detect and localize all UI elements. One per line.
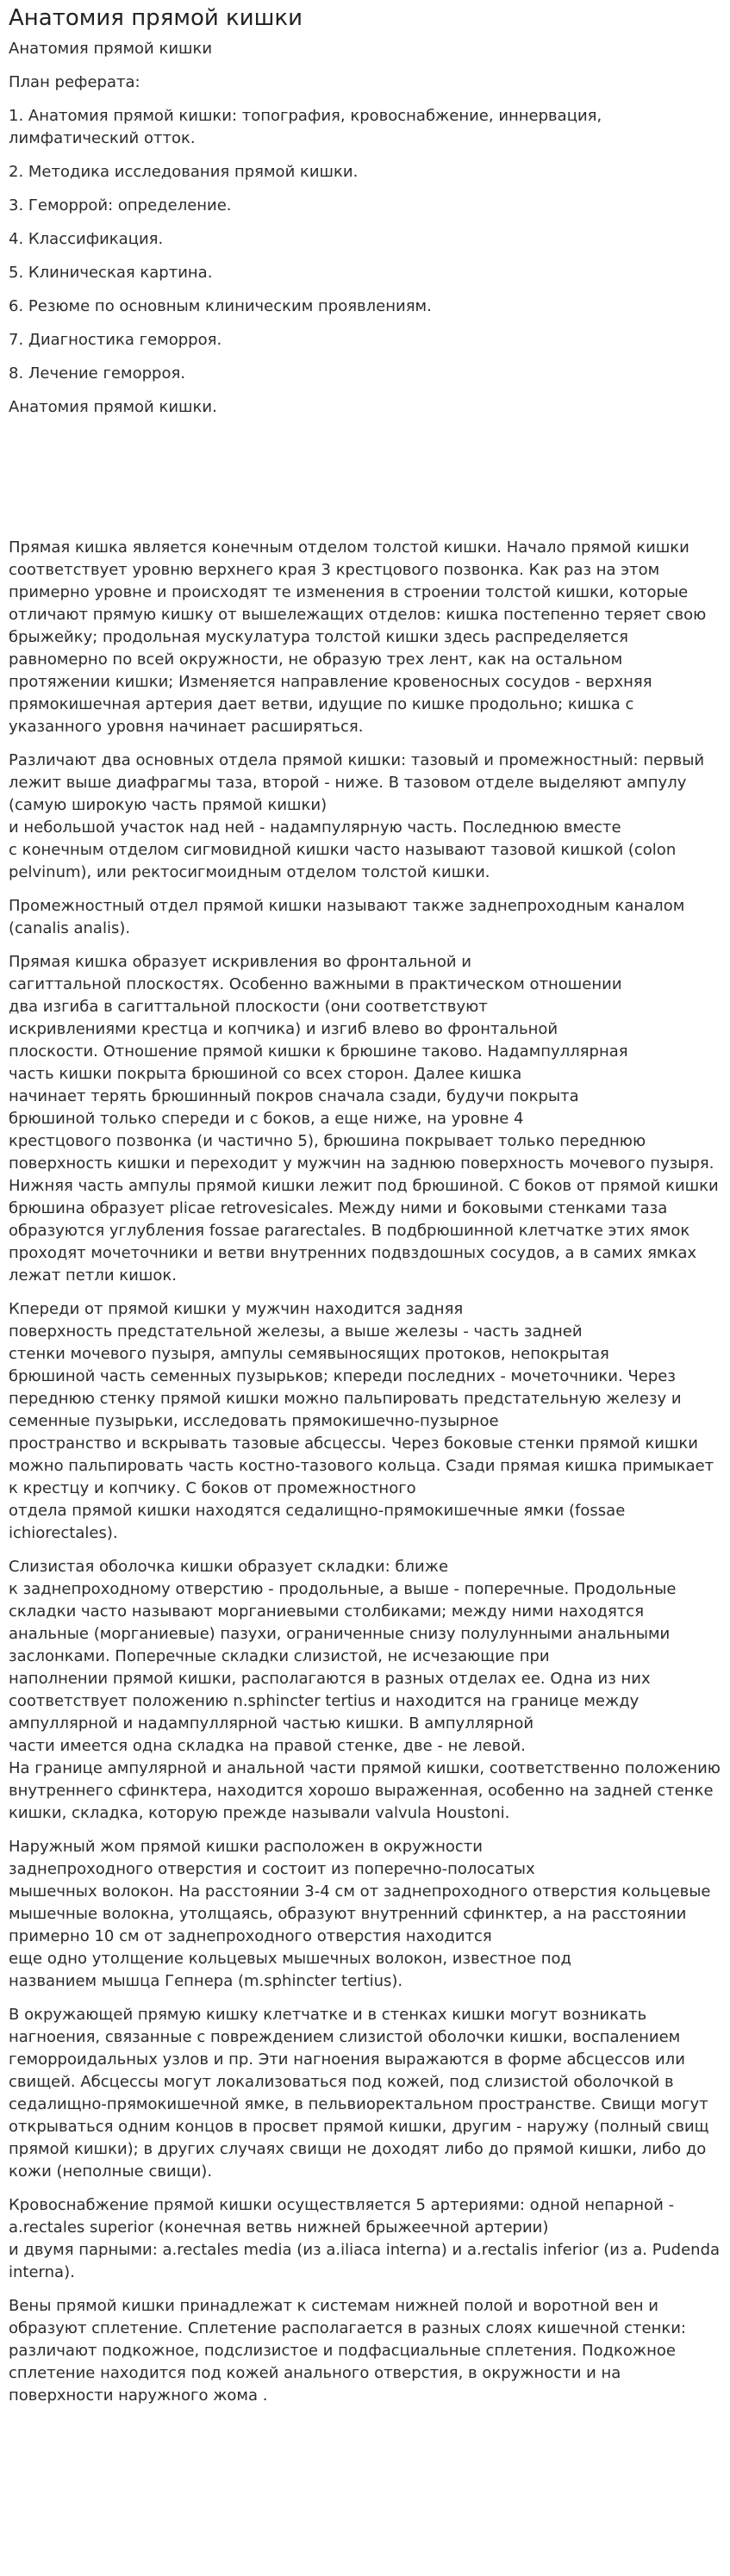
paragraph: Вены прямой кишки принадлежат к системам нижней полой и воротной вен и образуют сплетение. Сплетение располагается в разных слоях кишечной стенки: различают подкожное, подслизистое и подфасциальные сплетения. Подкожное сплетение находится под кожей анального отверстия, в окружности и на поверхности наружного жома .	[9, 2297, 686, 2405]
paragraph: Кровоснабжение прямой кишки осуществляется 5 артериями: одной непарной - a.rectales superior (конечная ветвь нижней брыжеечной артерии) и двумя парными: a.rectales media (из a.iliaca interna) и a.rectalis inferior (из a. Pudenda interna).	[9, 2196, 721, 2281]
page-title: Анатомия прямой кишки	[9, 5, 303, 31]
paragraph: Слизистая оболочка кишки образует складки: ближе к заднепроходному отверстию - продольные, а выше - поперечные. Продольные складки часто называют морганиевыми столбиками; между ними находятся анальные (морганиевые) пазухи, ограниченные снизу полулунными анальными заслонками. Поперечные складки слизистой, не исчезающие при наполнении прямой кишки, располагаются в разных отделах ее. Одна из них соответствует положению n.sphincter tertius и находится на границе между ампуллярной и надампуллярной частью кишки. В ампуллярной части имеется одна складка на правой стенке, две - не левой. На границе ампулярной и анальной части прямой кишки, соответственно положению внутреннего сфинктера, находится хорошо выраженная, особенно на задней стенке кишки, складка, которую прежде называли valvula Houstoni.	[9, 1558, 721, 1822]
paragraph: Прямая кишка является конечным отделом толстой кишки. Начало прямой кишки соответствует уровню верхнего края 3 крестцового позвонка. Как раз на этом примерно уровне и происходят те изменения в строении толстой кишки, которые отличают прямую кишку от вышележащих отделов: кишка постепенно теряет свою брыжейку; продольная мускулатура толстой кишки здесь распределяется равномерно по всей окружности, не образую трех лент, как на остальном протяжении кишки; Изменяется направление кровеносных сосудов - верхняя прямокишечная артерия дает ветви, идущие по кишке продольно; кишка с указанного уровня начинает расширяться.	[9, 538, 707, 736]
paragraph: Прямая кишка образует искривления во фронтальной и сагиттальной плоскостях. Особенно важными в практическом отношении два изгиба в сагиттальной плоскости (они соответствуют искривлениями крестца и копчика) и изгиб влево во фронтальной плоскости. Отношение прямой кишки к брюшине таково. Надампуллярная часть кишки покрыта брюшиной со всех сторон. Далее кишка начинает терять брюшинный покров сначала сзади, будучи покрыта брюшиной только спереди и с боков, а еще ниже, на уровне 4 крестцового позвонка (и частично 5), брюшина покрывает только переднюю поверхность кишки и переходит у мужчин на заднюю поверхность мочевого пузыря. Нижняя часть ампулы прямой кишки лежит под брюшиной. С боков от прямой кишки брюшина образует plicae retrovesicales. Между ними и боковыми стенками таза образуются углубления fossae pararectales. В подбрюшинной клетчатке этих ямок проходят мочеточники и ветви внутренних подвздошных сосудов, а в самих ямках лежат петли кишок.	[9, 953, 719, 1285]
plan-item: 3. Геморрой: определение.	[9, 196, 232, 215]
paragraph: В окружающей прямую кишку клетчатке и в стенках кишки могут возникать нагноения, связанные с повреждением слизистой оболочки кишки, воспалением геморроидальных узлов и пр. Эти нагноения выражаются в форме абсцессов или свищей. Абсцессы могут локализоваться под кожей, под слизистой оболочкой в седалищно-прямокишечной ямке, в пельвиоректальном пространстве. Свищи могут открываться одним концов в просвет прямой кишки, другим - наружу (полный свищ прямой кишки); в других случаях свищи не доходят либо до прямой кишки, либо до кожи (неполные свищи).	[9, 2006, 709, 2181]
article-body	[9, 537, 721, 2407]
paragraph: Промежностный отдел прямой кишки называют также заднепроходным каналом (canalis analis).	[9, 897, 685, 937]
plan-item: 7. Диагностика геморроя.	[9, 331, 222, 349]
plan-list	[9, 105, 721, 385]
plan-item: 6. Резюме по основным клиническим проявлениям.	[9, 297, 432, 315]
plan-item: 1. Анатомия прямой кишки: топография, кровоснабжение, иннервация, лимфатический отток.	[9, 107, 602, 147]
plan-item: 4. Классификация.	[9, 230, 164, 248]
document-subtitle: Анатомия прямой кишки	[9, 40, 213, 58]
paragraph: Различают два основных отдела прямой кишки: тазовый и промежностный: первый лежит выше диафрагмы таза, второй - ниже. В тазовом отделе выделяют ампулу (самую широкую часть прямой кишки) и небольшой участок над ней - надампулярную часть. Последнюю вместе с конечным отделом сигмовидной кишки часто называют тазовой кишкой (colon pelvinum), или ректосигмоидным отделом толстой кишки.	[9, 751, 705, 881]
plan-heading: План реферата:	[9, 73, 140, 91]
plan-item: 8. Лечение геморроя.	[9, 364, 186, 383]
blank-space	[9, 430, 721, 537]
paragraph: Наружный жом прямой кишки расположен в окружности заднепроходного отверстия и состоит из поперечно-полосатых мышечных волокон. На расстоянии 3-4 см от заднепроходного отверстия кольцевые мышечные волокна, утолщаясь, образуют внутренний сфинктер, а на расстоянии примерно 10 см от заднепроходного отверстия находится еще одно утолщение кольцевых мышечных волокон, известное под названием мышца Гепнера (m.sphincter tertius).	[9, 1838, 711, 1990]
plan-item: 2. Методика исследования прямой кишки.	[9, 163, 359, 181]
plan-item: 5. Клиническая картина.	[9, 264, 213, 282]
section-heading: Анатомия прямой кишки.	[9, 398, 217, 416]
paragraph: Кпереди от прямой кишки у мужчин находится задняя поверхность предстательной железы, а выше железы - часть задней стенки мочевого пузыря, ампулы семявыносящих протоков, непокрытая брюшиной часть семенных пузырьков; кпереди последних - мочеточники. Через переднюю стенку прямой кишки можно пальпировать предстательную железу и семенные пузырьки, исследовать прямокишечно-пузырное пространство и вскрывать тазовые абсцессы. Через боковые стенки прямой кишки можно пальпировать часть костно-тазового кольца. Сзади прямая кишка примыкает к крестцу и копчику. С боков от промежностного отдела прямой кишки находятся седалищно-прямокишечные ямки (fossae ichiorectales).	[9, 1300, 714, 1542]
